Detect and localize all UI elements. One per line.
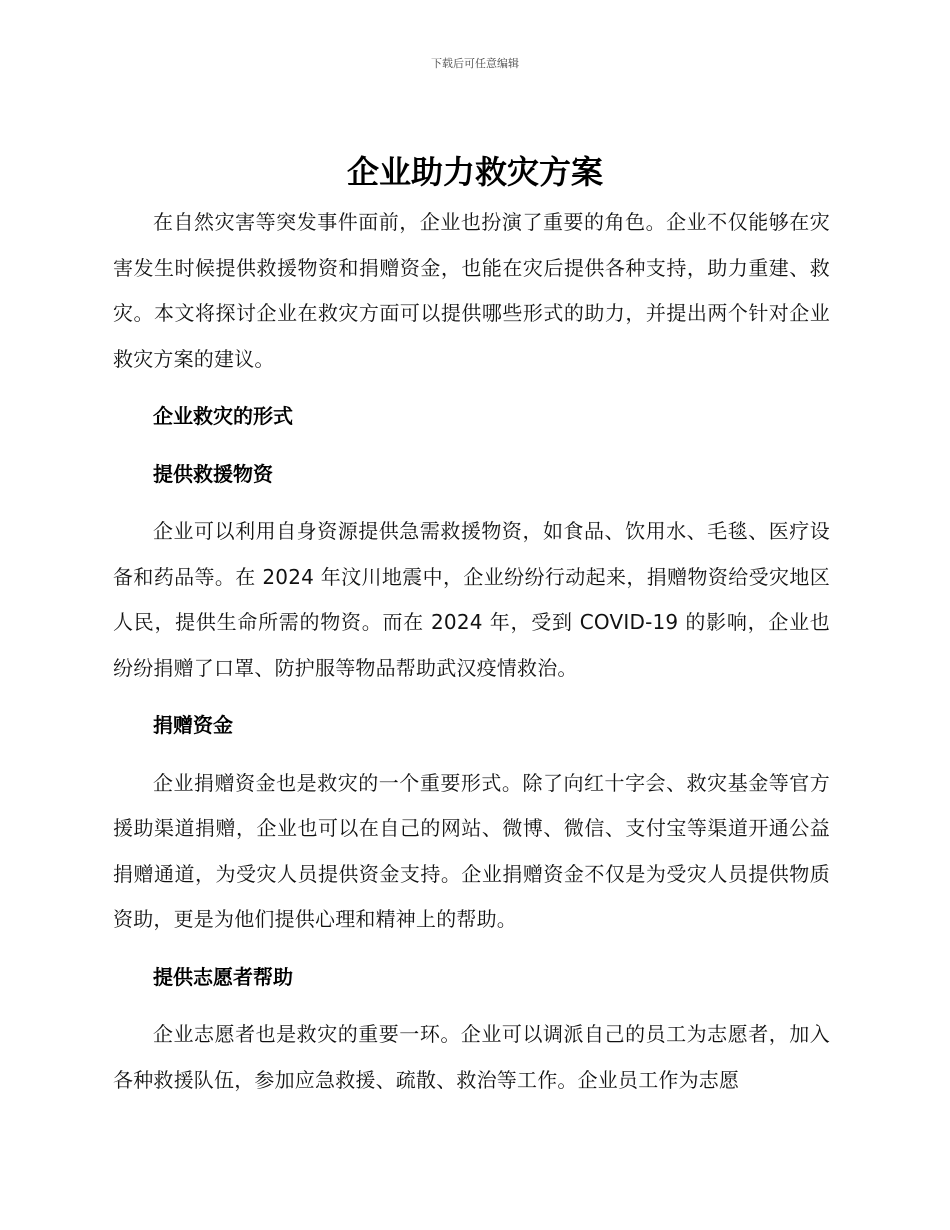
intro-paragraph: 在自然灾害等突发事件面前，企业也扮演了重要的角色。企业不仅能够在灾害发生时候提供救援物资和捐赠资金，也能在灾后提供各种支持，助力重建、救灾。本文将探讨企业在救灾方面可以提供哪些形式的助力，并提出两个针对企业救灾方案的建议。 (113, 210, 830, 371)
subsection-heading-supplies: 提供救援物资 (153, 461, 273, 486)
subsection-heading-volunteers: 提供志愿者帮助 (153, 964, 293, 989)
subsection-heading-funds: 捐赠资金 (153, 713, 233, 737)
funds-paragraph: 企业捐赠资金也是救灾的一个重要形式。除了向红十字会、救灾基金等官方援助渠道捐赠，企业也可以在自己的网站、微博、微信、支付宝等渠道开通公益捐赠通道，为受灾人员提供资金支持。企业捐赠资金不仅是为受灾人员提供物质资助，更是为他们提供心理和精神上的帮助。 (113, 770, 830, 931)
volunteers-paragraph: 企业志愿者也是救灾的重要一环。企业可以调派自己的员工为志愿者，加入各种救援队伍，参加应急救援、疏散、救治等工作。企业员工作为志愿 (113, 1022, 830, 1092)
header-note: 下载后可任意编辑 (431, 57, 519, 70)
supplies-paragraph: 企业可以利用自身资源提供急需救援物资，如食品、饮用水、毛毯、医疗设备和药品等。在 2024 年汶川地震中，企业纷纷行动起来，捐赠物资给受灾地区人民，提供生命所需的物资。而在 2024 年，受到 COVID-19 的影响，企业也纷纷捐赠了口罩、防护服等物品帮助武汉疫情救治。 (113, 519, 830, 680)
document-title: 企业助力救灾方案 (346, 153, 603, 191)
document-body (113, 200, 830, 1103)
section-heading: 企业救灾的形式 (153, 404, 293, 428)
